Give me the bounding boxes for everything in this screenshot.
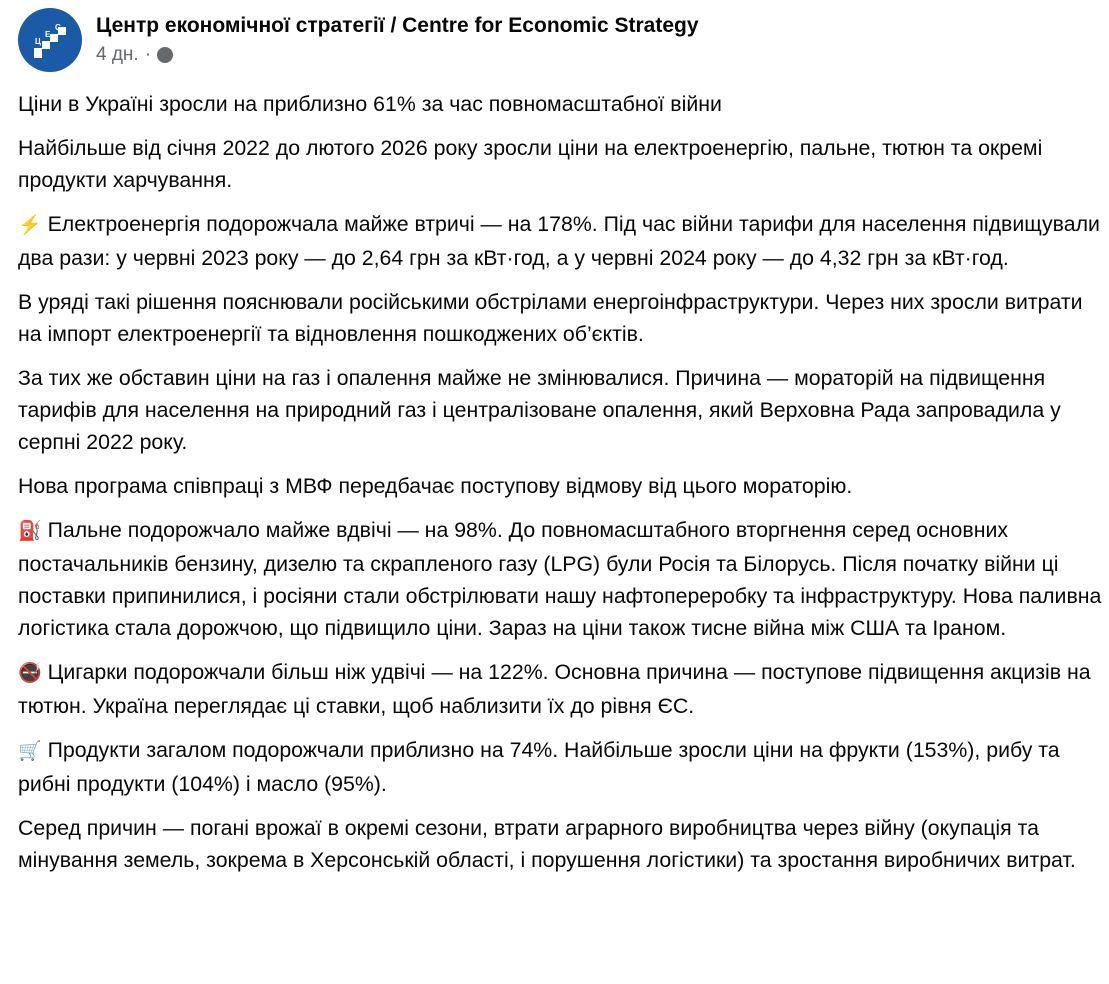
emoji-icon: ⛽ bbox=[18, 521, 42, 542]
globe-icon[interactable] bbox=[157, 47, 173, 63]
paragraph-text: Ціни в Україні зросли на приблизно 61% за час повномасштабної війни bbox=[18, 92, 722, 116]
ces-logo-icon bbox=[18, 8, 82, 72]
paragraph-text: Електроенергія подорожчала майже втричі — на 178%. Під час війни тарифи для населення підвищували два рази: у червні 2023 року — до 2,64 грн за кВт·год, а у червні 2024 року — до 4,32 грн за кВт·год. bbox=[18, 212, 1100, 270]
paragraph-text: Серед причин — погані врожаї в окремі сезони, втрати аграрного виробництва через війну (окупація та мінування земель, зокрема в Херсонській області, і порушення логістики) та зростання виробничих витрат. bbox=[18, 816, 1076, 872]
post-timestamp[interactable]: 4 дн. bbox=[96, 44, 139, 65]
post-paragraph bbox=[18, 362, 1108, 458]
emoji-icon: 🚭 bbox=[18, 663, 42, 684]
post-paragraph bbox=[18, 656, 1108, 722]
post-paragraph bbox=[18, 734, 1108, 800]
post-text bbox=[18, 88, 1108, 888]
page-name-link[interactable]: Центр економічної стратегії / Centre for Economic Strategy bbox=[96, 14, 699, 37]
paragraph-text: В уряді такі рішення пояснювали російськими обстрілами енергоінфраструктури. Через них зросли витрати на імпорт електроенергії та відновлення пошкоджених об’єктів. bbox=[18, 290, 1083, 346]
svg-text:Е: Е bbox=[45, 30, 51, 39]
emoji-icon: 🛒 bbox=[18, 741, 42, 762]
post-paragraph bbox=[18, 514, 1108, 644]
paragraph-text: Продукти загалом подорожчали приблизно на 74%. Найбільше зросли ціни на фрукти (153%), рибу та рибні продукти (104%) і масло (95%). bbox=[18, 738, 1060, 796]
paragraph-text: За тих же обставин ціни на газ і опалення майже не змінювалися. Причина — мораторій на підвищення тарифів для населення на природний газ і централізоване опалення, який Верховна Рада запровадила у серпні 2022 року. bbox=[18, 366, 1061, 454]
post-paragraph bbox=[18, 286, 1108, 350]
paragraph-text: Цигарки подорожчали більш ніж удвічі — на 122%. Основна причина — поступове підвищення акцизів на тютюн. Україна переглядає ці ставки, щоб наблизити їх до рівня ЄС. bbox=[18, 660, 1091, 718]
post-header bbox=[18, 8, 699, 72]
page-avatar[interactable] bbox=[18, 8, 82, 72]
post-paragraph bbox=[18, 208, 1108, 274]
svg-text:С: С bbox=[55, 23, 61, 32]
post-paragraph bbox=[18, 470, 1108, 502]
post-paragraph bbox=[18, 88, 1108, 120]
post-paragraph bbox=[18, 132, 1108, 196]
separator: · bbox=[144, 44, 152, 65]
paragraph-text: Нова програма співпраці з МВФ передбачає поступову відмову від цього мораторію. bbox=[18, 474, 853, 498]
post-paragraph bbox=[18, 812, 1108, 876]
paragraph-text: Найбільше від січня 2022 до лютого 2026 року зросли ціни на електроенергію, пальне, тютюн та окремі продукти харчування. bbox=[18, 136, 1043, 192]
paragraph-text: Пальне подорожчало майже вдвічі — на 98%. До повномасштабного вторгнення серед основних постачальників бензину, дизелю та скрапленого газу (LPG) були Росія та Білорусь. Після початку війни ці поставки припинилися, і росіяни стали обстрілювати нашу нафтопереробку та інфраструктуру. Нова паливна логістика стала дорожчою, що підвищило ціни. Зараз на ціни також тисне війна між США та Іраном. bbox=[18, 518, 1102, 640]
emoji-icon: ⚡ bbox=[18, 215, 42, 236]
svg-text:Ц: Ц bbox=[35, 37, 41, 46]
